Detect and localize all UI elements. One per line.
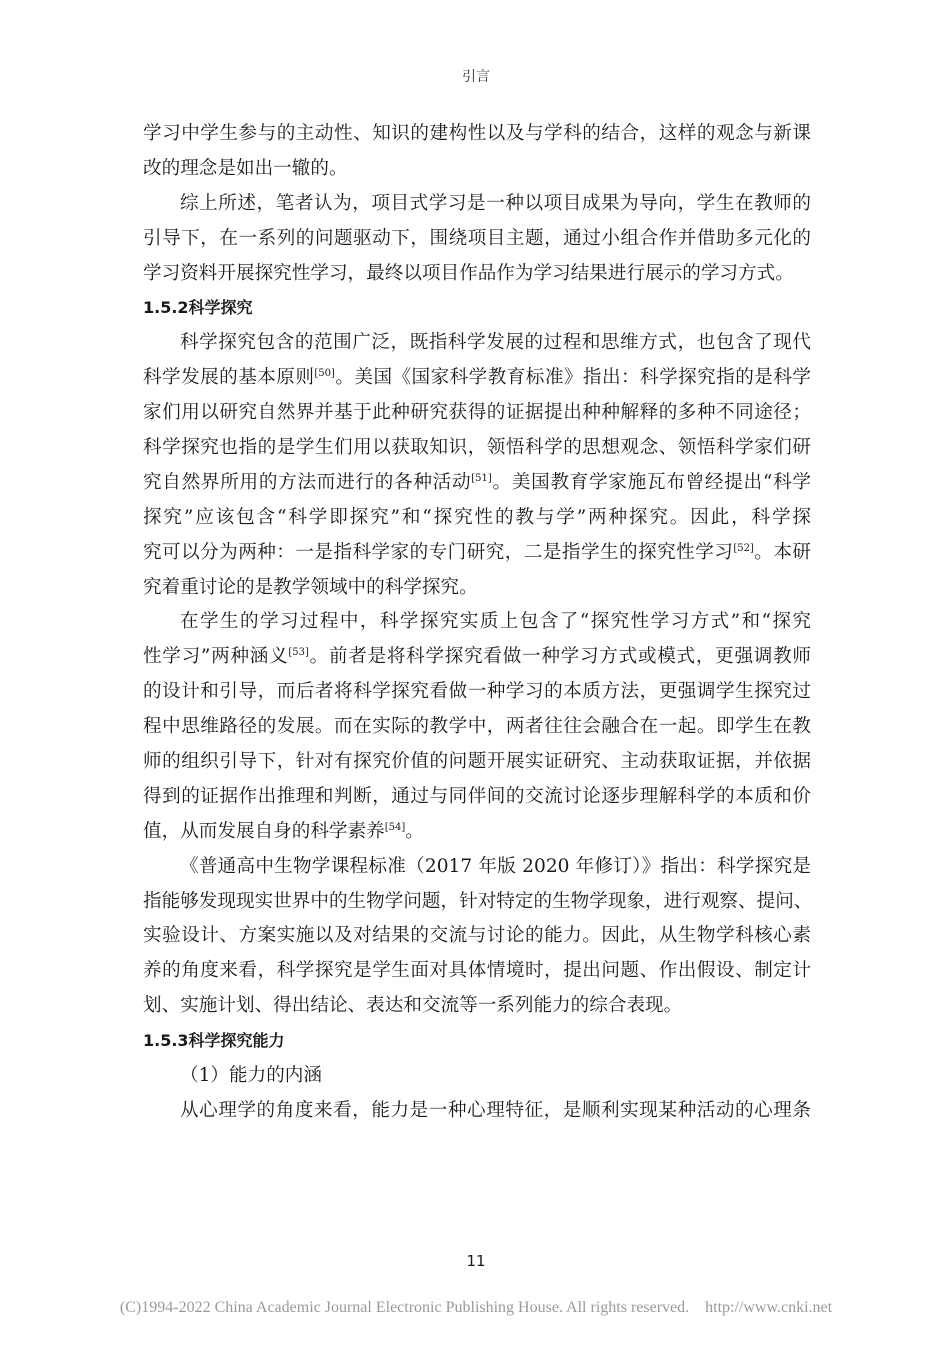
text-line [143, 675, 811, 710]
line-text: 改的理念是如出一辙的。 [143, 157, 348, 179]
line-text: 《普通高中生物学课程标准（2017 年版 2020 年修订）》指出：科学探究是 [180, 855, 811, 877]
text-line [143, 989, 811, 1024]
line-text: 引导下，在一系列的问题驱动下，围绕项目主题，通过小组合作并借助多元化的 [143, 227, 811, 249]
line-text: 1.5.3科学探究能力 [143, 1031, 285, 1051]
text-line [143, 396, 811, 431]
line-text: （1）能力的内涵 [180, 1065, 322, 1087]
text-line [143, 640, 811, 675]
citation-ref: [51] [471, 472, 492, 484]
text-line [143, 605, 811, 640]
line-text: 性学习”两种涵义 [143, 646, 289, 668]
line-text: 师的组织引导下，针对有探究价值的问题开展实证研究、主动获取证据，并依据 [143, 751, 811, 773]
copyright-footer [0, 1299, 952, 1317]
line-text: 从心理学的角度来看，能力是一种心理特征，是顺利实现某种活动的心理条 [180, 1099, 811, 1121]
citation-ref: [52] [733, 542, 754, 554]
text-line [143, 850, 811, 885]
text-line [143, 536, 811, 571]
line-text: 科学发展的基本原则 [143, 367, 315, 389]
line-text: 划、实施计划、得出结论、表达和交流等一系列能力的综合表现。 [143, 995, 683, 1017]
text-line [143, 745, 811, 780]
text-line [143, 885, 811, 920]
line-text: 学习中学生参与的主动性、知识的建构性以及与学科的结合，这样的观念与新课 [143, 123, 811, 144]
citation-ref: [54] [384, 821, 406, 833]
text-line [143, 152, 811, 187]
section-heading [143, 291, 811, 326]
line-text: 。 [405, 820, 424, 842]
line-text: 科学探究也指的是学生们用以获取知识，领悟科学的思想观念、领悟科学家们研 [143, 437, 811, 459]
text-line [143, 710, 811, 745]
citation-ref: [50] [314, 368, 335, 380]
line-text: 综上所述，笔者认为，项目式学习是一种以项目成果为导向，学生在教师的 [180, 192, 811, 214]
line-text: 实验设计、方案实施以及对结果的交流与讨论的能力。因此，从生物学科核心素 [143, 925, 811, 947]
text-line [143, 501, 811, 536]
line-text: 得到的证据作出推理和判断，通过与同伴间的交流讨论逐步理解科学的本质和价 [143, 785, 811, 807]
line-text: 探究”应该包含“科学即探究”和“探究性的教与学”两种探究。因此，科学探 [143, 506, 811, 528]
line-text: 。前者是将科学探究看做一种学习方式或模式，更强调教师 [308, 646, 811, 668]
line-text: 家们用以研究自然界并基于此种研究获得的证据提出种种解释的多种不同途径； [143, 402, 811, 424]
text-line [143, 815, 811, 850]
text-line [143, 431, 811, 466]
line-text: 。本研 [753, 541, 811, 563]
line-text: 究自然界所用的方法而进行的各种活动 [143, 471, 472, 493]
line-text: 的设计和引导，而后者将科学探究看做一种学习的本质方法，更强调学生探究过 [143, 681, 811, 703]
text-line [143, 222, 811, 257]
line-text: 。美国《国家科学教育标准》指出：科学探究指的是科学 [334, 367, 811, 389]
running-head: 引言 [462, 69, 490, 85]
text-line [143, 361, 811, 396]
line-text: 1.5.2科学探究 [143, 298, 253, 318]
body-text [143, 117, 811, 1129]
text-line [143, 187, 811, 222]
line-text: 指能够发现现实世界中的生物学问题，针对特定的生物学现象，进行观察、提问、 [143, 890, 813, 912]
line-text: 养的角度来看，科学探究是学生面对具体情境时，提出问题、作出假设、制定计 [143, 960, 811, 982]
text-line [143, 326, 811, 361]
text-line [143, 466, 811, 501]
page-number: 11 [466, 1252, 486, 1270]
citation-ref: [53] [288, 647, 309, 659]
text-line [143, 919, 811, 954]
text-line [143, 1094, 811, 1129]
line-text: 程中思维路径的发展。而在实际的教学中，两者往往会融合在一起。即学生在教 [143, 716, 811, 738]
line-text: 在学生的学习过程中，科学探究实质上包含了“探究性学习方式”和“探究 [180, 611, 811, 633]
text-line [143, 571, 811, 606]
text-line [143, 257, 811, 292]
copyright-text: (C)1994-2022 China Academic Journal Electronic Publishing House. All rights reserved. [119, 1299, 690, 1316]
text-line [143, 117, 811, 152]
cnki-url: http://www.cnki.net [705, 1299, 833, 1316]
line-text: 究可以分为两种：一是指科学家的专门研究，二是指学生的探究性学习 [143, 541, 734, 563]
section-heading [143, 1024, 811, 1059]
text-line [143, 1059, 811, 1094]
line-text: 。美国教育学家施瓦布曾经提出“科学 [491, 471, 811, 493]
text-line [143, 780, 811, 815]
line-text: 值，从而发展自身的科学素养 [143, 820, 385, 842]
line-text: 科学探究包含的范围广泛，既指科学发展的过程和思维方式，也包含了现代 [180, 332, 811, 354]
line-text: 究着重讨论的是教学领域中的科学探究。 [143, 576, 478, 598]
line-text: 学习资料开展探究性学习，最终以项目作品作为学习结果进行展示的学习方式。 [143, 262, 794, 284]
text-line [143, 954, 811, 989]
